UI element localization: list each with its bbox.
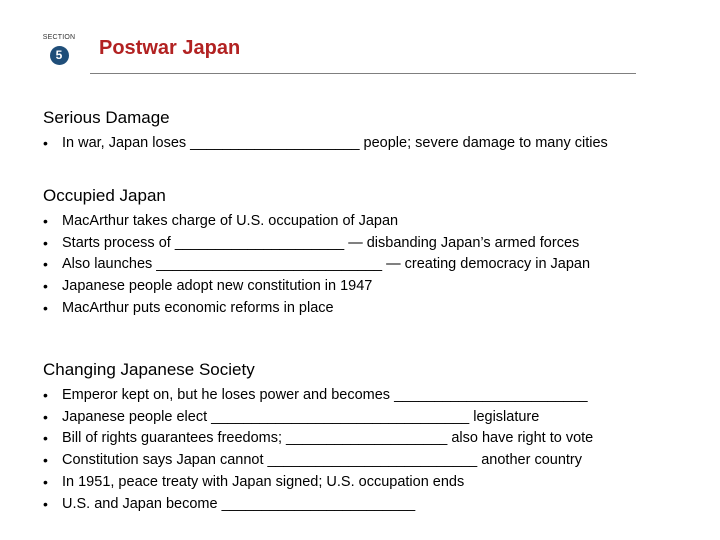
bullet-icon: • [43,495,48,512]
title-divider [90,73,636,74]
bullet-text: Constitution says Japan cannot __________________________ another country [62,452,582,469]
bullet-text: Also launches ____________________________ — creating democracy in Japan [62,256,591,273]
bullet-text: Bill of rights guarantees freedoms; ____________________ also have right to vote [62,430,594,447]
page-title: Postwar Japan [99,37,241,59]
bullet-icon: • [43,213,48,229]
section-heading: Occupied Japan [43,186,166,205]
section-serious-damage [43,108,700,155]
section-heading: Serious Damage [43,108,170,127]
bullet-text: Japanese people elect ________________________________ legislature [62,408,540,425]
bullet-item [43,233,700,255]
bullet-text: Japanese people adopt new constitution in 1947 [62,278,373,295]
bullet-text: In war, Japan loses _____________________ people; severe damage to many cities [62,135,608,151]
section-heading: Changing Japanese Society [43,360,255,379]
bullet-item [43,494,700,516]
section-tag [41,34,77,65]
bullet-icon: • [43,430,48,447]
bullet-item [43,276,700,298]
bullet-text: Emperor kept on, but he loses power and becomes ________________________ [62,387,588,403]
bullet-icon: • [43,234,48,251]
bullet-item [43,450,700,472]
bullet-text: U.S. and Japan become ________________________ [62,495,416,512]
bullet-icon: • [43,387,48,403]
bullet-item [43,254,700,276]
bullet-icon: • [43,408,48,425]
bullet-icon: • [43,135,48,151]
bullet-icon: • [43,452,48,469]
bullet-text: MacArthur puts economic reforms in place [62,299,334,316]
bullet-item [43,407,700,429]
bullet-text: In 1951, peace treaty with Japan signed; U.S. occupation ends [62,473,465,490]
bullet-list [43,385,700,515]
bullet-list [43,133,700,155]
bullet-icon: • [43,299,48,316]
bullet-item [43,385,700,407]
bullet-icon: • [43,278,48,295]
section-changing-japanese-society [43,360,700,515]
bullet-item [43,472,700,494]
bullet-item [43,428,700,450]
bullet-icon: • [43,473,48,490]
section-number-badge: 5 [50,46,69,65]
bullet-list [43,211,700,320]
bullet-item [43,298,700,320]
bullet-icon: • [43,256,48,273]
section-occupied-japan [43,186,700,320]
bullet-item [43,133,700,155]
bullet-text: MacArthur takes charge of U.S. occupation of Japan [62,213,399,229]
bullet-item [43,211,700,233]
section-label: SECTION [42,34,76,41]
bullet-text: Starts process of _____________________ — disbanding Japan’s armed forces [62,234,580,251]
